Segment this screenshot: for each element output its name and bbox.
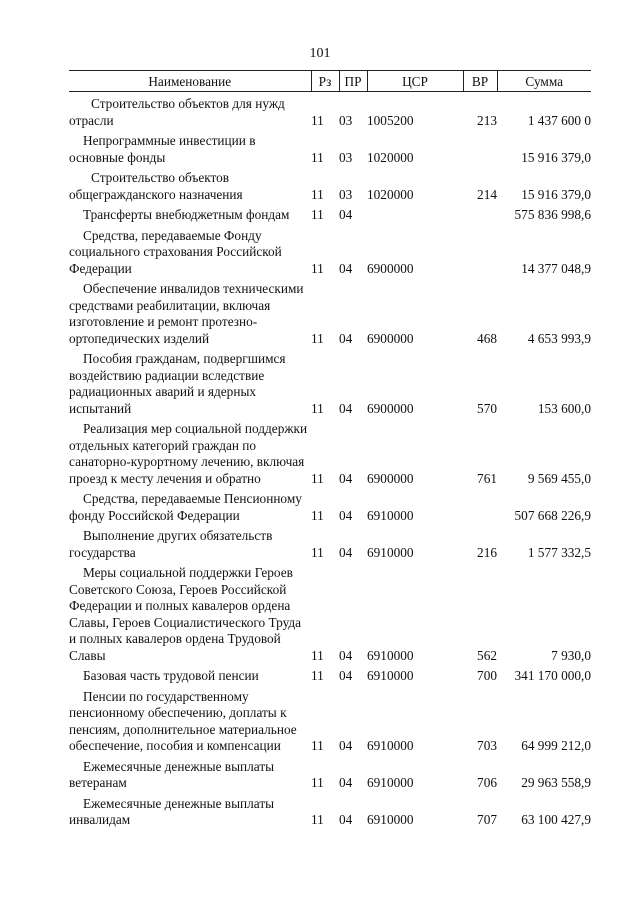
row-csr: 6910000 xyxy=(367,738,414,753)
table-header xyxy=(69,71,591,92)
row-pr: 04 xyxy=(339,330,353,346)
row-csr: 1005200 xyxy=(367,112,414,128)
row-name: Ежемесячные денежные выплаты инвалидам xyxy=(69,795,275,827)
header-rz: Рз xyxy=(311,71,339,92)
row-sum: 29 963 558,9 xyxy=(521,775,591,790)
row-name: Средства, передаваемые Пенсионному фонду Российской Федерации xyxy=(69,491,302,523)
table-row xyxy=(69,224,591,278)
row-vr: 761 xyxy=(477,470,497,486)
row-csr: 6910000 xyxy=(367,775,414,790)
row-rz: 11 xyxy=(311,330,324,346)
row-rz: 11 xyxy=(311,738,324,753)
row-vr: 214 xyxy=(477,186,497,202)
row-pr: 04 xyxy=(339,470,353,486)
row-pr: 04 xyxy=(339,507,353,523)
row-name: Строительство объектов общегражданского назначения xyxy=(69,170,243,202)
row-rz: 11 xyxy=(311,470,324,486)
table-row xyxy=(69,664,591,685)
table-body xyxy=(69,92,591,829)
table-row xyxy=(69,417,591,487)
row-csr: 6900000 xyxy=(367,400,414,416)
table-row xyxy=(69,277,591,347)
row-csr: 6910000 xyxy=(367,668,414,683)
row-sum: 4 653 993,9 xyxy=(527,330,591,346)
row-pr: 03 xyxy=(339,149,353,165)
row-vr: 562 xyxy=(477,647,497,663)
row-csr: 6900000 xyxy=(367,260,414,276)
row-pr: 04 xyxy=(339,647,353,663)
row-sum: 64 999 212,0 xyxy=(521,738,591,753)
row-vr: 700 xyxy=(477,668,497,683)
row-sum: 14 377 048,9 xyxy=(521,260,591,276)
header-csr: ЦСР xyxy=(367,71,463,92)
row-name: Средства, передаваемые Фонду социального страхования Российской Федерации xyxy=(69,227,282,276)
row-sum: 153 600,0 xyxy=(537,400,591,416)
row-vr: 216 xyxy=(477,544,497,560)
row-rz: 11 xyxy=(311,186,324,202)
table-row xyxy=(69,347,591,417)
row-rz: 11 xyxy=(311,207,324,222)
row-name: Ежемесячные денежные выплаты ветеранам xyxy=(69,758,275,790)
row-csr xyxy=(367,203,463,224)
row-sum: 507 668 226,9 xyxy=(514,507,591,523)
row-csr: 6910000 xyxy=(367,647,414,663)
budget-table xyxy=(69,70,591,829)
row-pr: 03 xyxy=(339,112,353,128)
row-name: Непрограммные инвестиции в основные фонды xyxy=(69,133,256,165)
table-row xyxy=(69,166,591,203)
row-name: Обеспечение инвалидов техническими средствами реабилитации, включая изготовление и ремонт протезно-ортопедических изделий xyxy=(69,281,304,346)
row-csr: 6910000 xyxy=(367,812,414,827)
row-pr: 04 xyxy=(339,260,353,276)
header-sum: Сумма xyxy=(497,71,591,92)
row-pr: 04 xyxy=(339,207,353,222)
row-vr: 707 xyxy=(477,812,497,827)
row-vr xyxy=(463,203,497,224)
row-name: Меры социальной поддержки Героев Советского Союза, Героев Российской Федерации и полных кавалеров ордена Славы, Героев Социалистического Труда и полных кавалеров ордена Трудовой Славы xyxy=(69,565,302,663)
row-name: Пособия гражданам, подвергшимся воздействию радиации вследствие радиационных аварий и ядерных испытаний xyxy=(69,351,286,416)
row-vr xyxy=(463,224,497,278)
row-pr: 04 xyxy=(339,812,353,827)
header-pr: ПР xyxy=(339,71,367,92)
row-rz: 11 xyxy=(311,647,324,663)
row-sum: 7 930,0 xyxy=(551,647,591,663)
row-csr: 1020000 xyxy=(367,186,414,202)
page-number: 101 xyxy=(309,46,331,61)
table-row xyxy=(69,792,591,829)
row-csr: 1020000 xyxy=(367,149,414,165)
row-pr: 04 xyxy=(339,400,353,416)
row-vr: 703 xyxy=(477,738,497,753)
row-vr: 570 xyxy=(477,400,497,416)
row-pr: 04 xyxy=(339,668,353,683)
row-name: Выполнение других обязательств государства xyxy=(69,528,273,560)
row-name: Реализация мер социальной поддержки отдельных категорий граждан по санаторно-курортному лечению, включая проезд к месту лечения и обратно xyxy=(69,421,308,486)
table-row xyxy=(69,129,591,166)
row-vr: 706 xyxy=(477,775,497,790)
table-row xyxy=(69,203,591,224)
row-sum: 15 916 379,0 xyxy=(521,186,591,202)
row-sum: 341 170 000,0 xyxy=(514,668,591,683)
header-name: Наименование xyxy=(69,71,311,92)
row-csr: 6910000 xyxy=(367,544,414,560)
table-row xyxy=(69,524,591,561)
row-rz: 11 xyxy=(311,400,324,416)
row-csr: 6900000 xyxy=(367,330,414,346)
row-csr: 6900000 xyxy=(367,470,414,486)
row-name: Строительство объектов для нужд отрасли xyxy=(69,96,285,128)
row-rz: 11 xyxy=(311,544,324,560)
row-sum: 1 437 600 0 xyxy=(527,112,591,128)
row-pr: 04 xyxy=(339,738,353,753)
table-row xyxy=(69,685,591,755)
row-rz: 11 xyxy=(311,775,324,790)
row-sum: 575 836 998,6 xyxy=(514,207,591,222)
row-rz: 11 xyxy=(311,149,324,165)
row-name: Базовая часть трудовой пенсии xyxy=(83,668,259,683)
row-csr: 6910000 xyxy=(367,507,414,523)
table-row xyxy=(69,487,591,524)
row-pr: 04 xyxy=(339,544,353,560)
row-sum: 15 916 379,0 xyxy=(521,149,591,165)
row-vr xyxy=(463,129,497,166)
table-row xyxy=(69,755,591,792)
row-rz: 11 xyxy=(311,812,324,827)
row-name: Пенсии по государственному пенсионному обеспечению, доплаты к пенсиям, дополнительное материальное обеспечение, пособия и компенсации xyxy=(69,688,297,753)
row-sum: 9 569 455,0 xyxy=(527,470,591,486)
row-rz: 11 xyxy=(311,260,324,276)
row-sum: 63 100 427,9 xyxy=(521,812,591,827)
table-row xyxy=(69,92,591,130)
row-rz: 11 xyxy=(311,112,324,128)
row-rz: 11 xyxy=(311,507,324,523)
header-vr: ВР xyxy=(463,71,497,92)
row-sum: 1 577 332,5 xyxy=(527,544,591,560)
row-rz: 11 xyxy=(311,668,324,683)
row-pr: 04 xyxy=(339,775,353,790)
row-vr: 213 xyxy=(477,112,497,128)
row-vr xyxy=(463,487,497,524)
row-pr: 03 xyxy=(339,186,353,202)
row-name: Трансферты внебюджетным фондам xyxy=(83,207,290,222)
table-row xyxy=(69,561,591,664)
row-vr: 468 xyxy=(477,330,497,346)
